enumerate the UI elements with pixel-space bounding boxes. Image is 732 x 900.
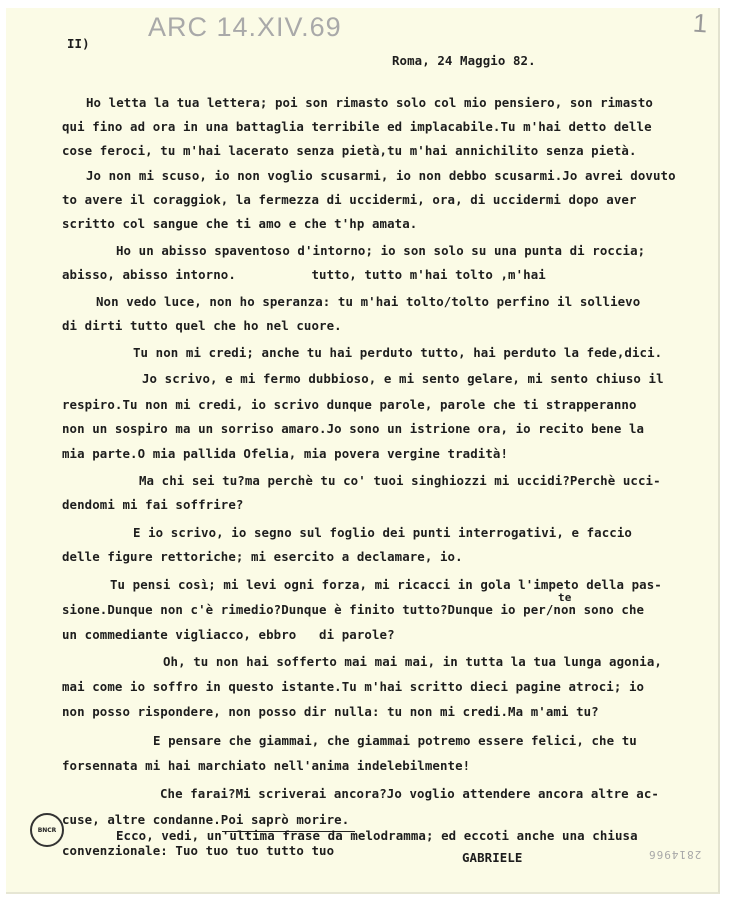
dateline: Roma, 24 Maggio 82. — [392, 53, 536, 68]
letter-line: E io scrivo, io segno sul foglio dei punti interrogativi, e faccio — [133, 525, 632, 540]
library-stamp: BNCR — [30, 813, 64, 847]
letter-line: Non vedo luce, non ho speranza: tu m'hai tolto/tolto perfino il sollievo — [96, 294, 641, 309]
letter-line: abisso, abisso intorno. tutto, tutto m'hai tolto ,m'hai — [62, 267, 546, 282]
letter-line: mia parte.O mia pallida Ofelia, mia povera vergine tradità! — [62, 446, 509, 461]
letter-line: non posso rispondere, non posso dir nulla: tu non mi credi.Ma m'ami tu? — [62, 704, 599, 719]
letter-line: Ecco, vedi, un'ultima frase da melodramma; ed eccoti anche una chiusa — [116, 828, 638, 843]
letter-line: dendomi mi fai soffrire? — [62, 497, 244, 512]
letter-line: convenzionale: Tuo tuo tuo tutto tuo — [62, 843, 335, 858]
letter-line: Jo non mi scuso, io non voglio scusarmi, io non debbo scusarmi.Jo avrei dovuto — [86, 168, 676, 183]
letter-line: Ma chi sei tu?ma perchè tu co' tuoi singhiozzi mi uccidi?Perchè ucci- — [139, 473, 661, 488]
letter-line: respiro.Tu non mi credi, io scrivo dunque parole, parole che ti strapperanno — [62, 397, 637, 412]
letter-line: sione.Dunque non c'è rimedio?Dunque è finito tutto?Dunque io per/non sono che — [62, 602, 645, 617]
letter-line: Jo scrivo, e mi fermo dubbioso, e mi sento gelare, mi sento chiuso il — [142, 371, 664, 386]
letter-line: Tu pensi così; mi levi ogni forza, mi ricacci in gola l'impeto della pas- — [110, 577, 662, 592]
letter-line: un commediante vigliacco, ebbro di parole? — [62, 627, 395, 642]
page-number: 1 — [692, 7, 709, 39]
letter-line: Ho un abisso spaventoso d'intorno; io son solo su una punta di roccia; — [116, 243, 646, 258]
letter-line: mai come io soffro in questo istante.Tu m'hai scritto dieci pagine atroci; io — [62, 679, 645, 694]
section-marker: II) — [67, 36, 90, 51]
letter-line: Tu non mi credi; anche tu hai perduto tutto, hai perduto la fede,dici. — [133, 345, 663, 360]
letter-line: forsennata mi hai marchiato nell'anima indelebilmente! — [62, 758, 471, 773]
letter-line: Oh, tu non hai sofferto mai mai mai, in tutta la tua lunga agonia, — [163, 654, 662, 669]
letter-line: scritto col sangue che ti amo e che t'hp amata. — [62, 216, 418, 231]
letter-line: Che farai?Mi scriverai ancora?Jo voglio attendere ancora altre ac- — [160, 786, 659, 801]
letter-line: non un sospiro ma un sorriso amaro.Jo sono un istrione ora, io recito bene la — [62, 421, 645, 436]
letter-line: E pensare che giammai, che giammai potremo essere felici, che tu — [153, 733, 637, 748]
letter-line: cose feroci, tu m'hai lacerato senza pietà,tu m'hai annichilito senza pietà. — [62, 143, 637, 158]
letter-line: Ho letta la tua lettera; poi son rimasto solo col mio pensiero, son rimasto — [86, 95, 653, 110]
letter-line: di dirti tutto quel che ho nel cuore. — [62, 318, 342, 333]
letter-line: delle figure rettoriche; mi esercito a declamare, io. — [62, 549, 463, 564]
archive-reference: ARC 14.XIV.69 — [148, 12, 342, 42]
letter-line: cuse, altre condanne.Poi saprò morire. — [62, 812, 350, 827]
interlinear-correction: te — [558, 591, 572, 604]
letter-line: qui fino ad ora in una battaglia terribile ed implacabile.Tu m'hai detto delle — [62, 119, 652, 134]
serial-number: 2814966 — [648, 848, 702, 861]
letter-line: to avere il coraggiok, la fermezza di uccidermi, ora, di uccidermi dopo aver — [62, 192, 637, 207]
signature: GABRIELE — [462, 850, 523, 865]
